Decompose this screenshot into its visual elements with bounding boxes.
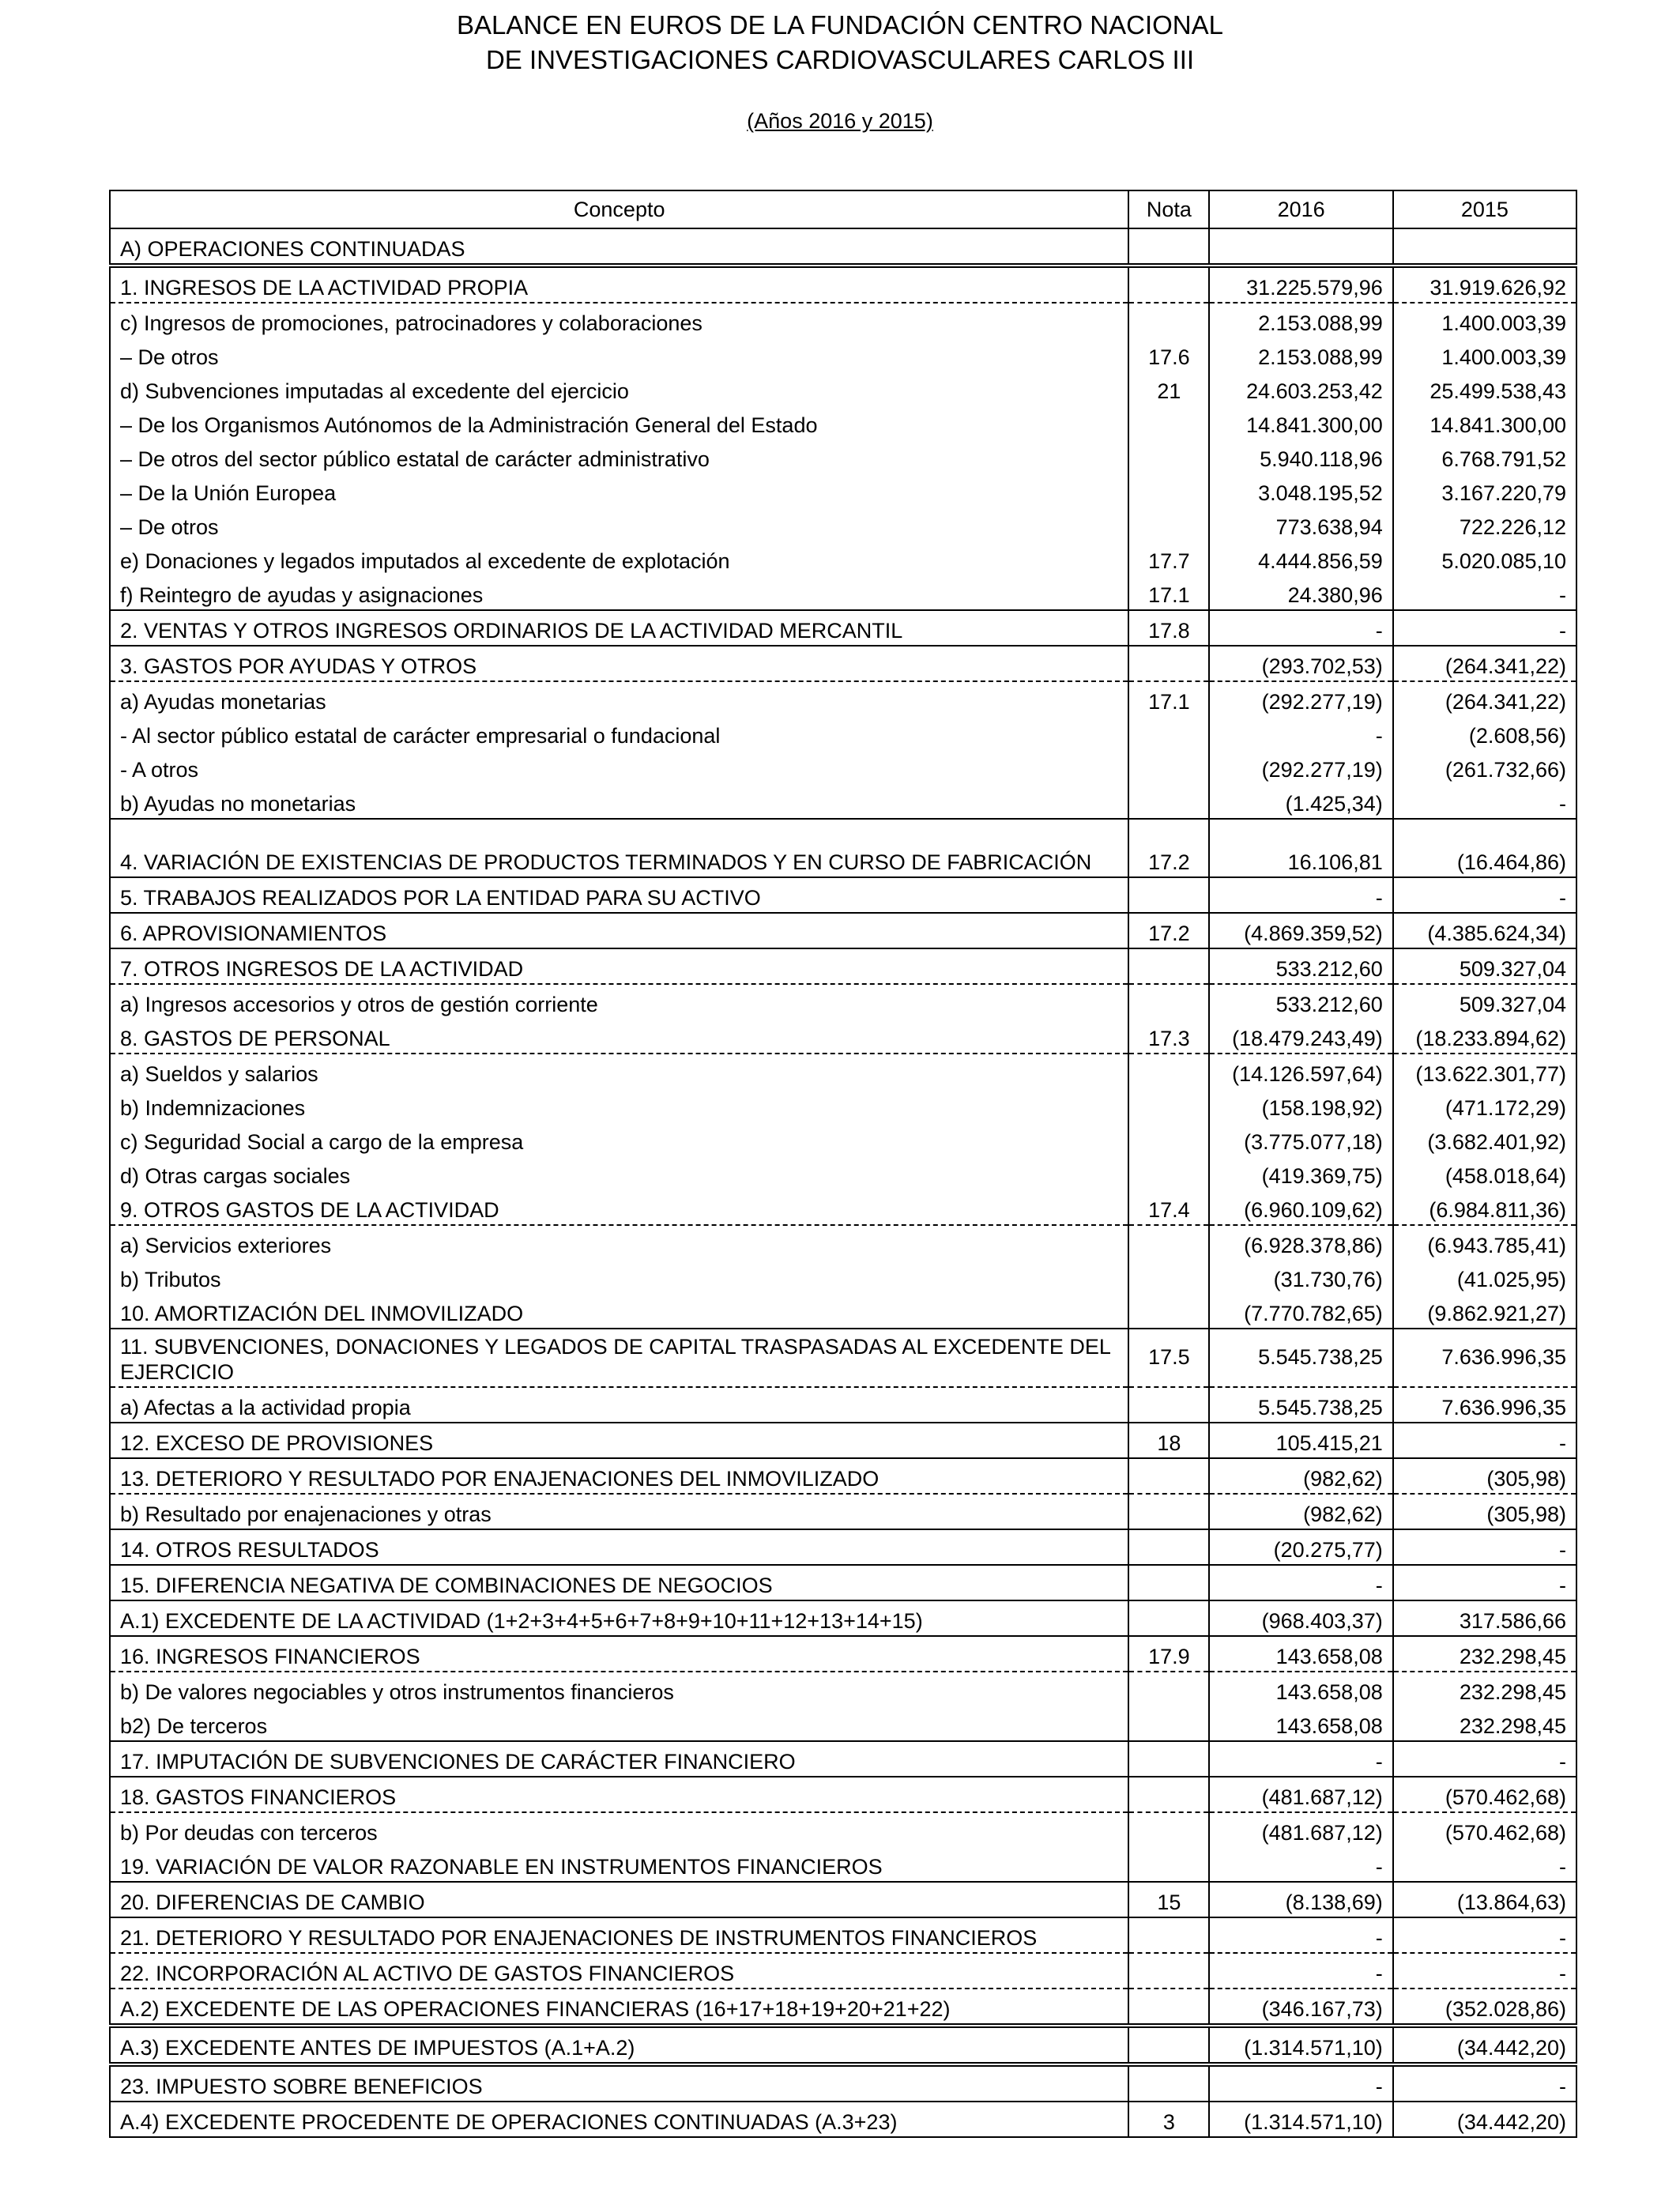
cell-nota: 17.6 bbox=[1128, 337, 1209, 371]
cell-concepto: d) Subvenciones imputadas al excedente del ejercicio bbox=[110, 371, 1128, 405]
cell-2016: (346.167,73) bbox=[1209, 1989, 1392, 2026]
table-row bbox=[110, 1494, 1576, 1529]
cell-nota bbox=[1128, 266, 1209, 303]
cell-nota bbox=[1128, 716, 1209, 750]
cell-2015: (34.442,20) bbox=[1393, 2102, 1576, 2137]
cell-2016: 3.048.195,52 bbox=[1209, 473, 1392, 507]
cell-nota bbox=[1128, 1529, 1209, 1565]
cell-2015: 232.298,45 bbox=[1393, 1636, 1576, 1672]
cell-nota bbox=[1128, 1600, 1209, 1636]
cell-nota bbox=[1128, 303, 1209, 337]
cell-2016: (8.138,69) bbox=[1209, 1882, 1392, 1917]
cell-2015 bbox=[1393, 228, 1576, 266]
column-header-nota: Nota bbox=[1128, 190, 1209, 228]
cell-2015: - bbox=[1393, 1529, 1576, 1565]
cell-2016: (481.687,12) bbox=[1209, 1812, 1392, 1847]
cell-2016: (982,62) bbox=[1209, 1494, 1392, 1529]
cell-concepto: 11. SUBVENCIONES, DONACIONES Y LEGADOS DE CAPITAL TRASPASADAS AL EXCEDENTE DEL EJERCICIO bbox=[110, 1329, 1128, 1387]
cell-nota bbox=[1128, 784, 1209, 819]
title-line-1: BALANCE EN EUROS DE LA FUNDACIÓN CENTRO NACIONAL bbox=[456, 10, 1224, 40]
table-row bbox=[110, 1458, 1576, 1494]
table-row bbox=[110, 337, 1576, 371]
cell-2016 bbox=[1209, 228, 1392, 266]
table-row bbox=[110, 1917, 1576, 1953]
cell-concepto: A) OPERACIONES CONTINUADAS bbox=[110, 228, 1128, 266]
cell-2016: (7.770.782,65) bbox=[1209, 1294, 1392, 1329]
cell-2016: (6.960.109,62) bbox=[1209, 1190, 1392, 1225]
cell-2016: 16.106,81 bbox=[1209, 819, 1392, 877]
cell-concepto: 4. VARIACIÓN DE EXISTENCIAS DE PRODUCTOS TERMINADOS Y EN CURSO DE FABRICACIÓN bbox=[110, 819, 1128, 877]
cell-nota bbox=[1128, 1847, 1209, 1882]
cell-concepto: – De la Unión Europea bbox=[110, 473, 1128, 507]
table-row bbox=[110, 1122, 1576, 1156]
cell-2015: (305,98) bbox=[1393, 1458, 1576, 1494]
cell-2016: 2.153.088,99 bbox=[1209, 303, 1392, 337]
cell-nota bbox=[1128, 1989, 1209, 2026]
cell-concepto: 13. DETERIORO Y RESULTADO POR ENAJENACIONES DEL INMOVILIZADO bbox=[110, 1458, 1128, 1494]
cell-nota bbox=[1128, 1225, 1209, 1260]
table-row bbox=[110, 1088, 1576, 1122]
cell-concepto: b) Por deudas con terceros bbox=[110, 1812, 1128, 1847]
cell-concepto: 15. DIFERENCIA NEGATIVA DE COMBINACIONES DE NEGOCIOS bbox=[110, 1565, 1128, 1600]
table-row bbox=[110, 1054, 1576, 1088]
table-row bbox=[110, 984, 1576, 1019]
cell-2015: - bbox=[1393, 1423, 1576, 1458]
cell-concepto: 1. INGRESOS DE LA ACTIVIDAD PROPIA bbox=[110, 266, 1128, 303]
cell-nota bbox=[1128, 2064, 1209, 2102]
cell-nota bbox=[1128, 1672, 1209, 1706]
cell-2015: - bbox=[1393, 1917, 1576, 1953]
cell-concepto: – De otros del sector público estatal de carácter administrativo bbox=[110, 439, 1128, 473]
cell-concepto: b2) De terceros bbox=[110, 1706, 1128, 1741]
cell-2016: 4.444.856,59 bbox=[1209, 541, 1392, 575]
cell-concepto: 5. TRABAJOS REALIZADOS POR LA ENTIDAD PARA SU ACTIVO bbox=[110, 877, 1128, 913]
cell-nota bbox=[1128, 1812, 1209, 1847]
cell-concepto: - Al sector público estatal de carácter empresarial o fundacional bbox=[110, 716, 1128, 750]
cell-2016: - bbox=[1209, 716, 1392, 750]
cell-concepto: – De otros bbox=[110, 337, 1128, 371]
cell-2015: 232.298,45 bbox=[1393, 1672, 1576, 1706]
cell-nota bbox=[1128, 1917, 1209, 1953]
cell-2015: (6.943.785,41) bbox=[1393, 1225, 1576, 1260]
cell-nota bbox=[1128, 1458, 1209, 1494]
cell-concepto: a) Ingresos accesorios y otros de gestión corriente bbox=[110, 984, 1128, 1019]
cell-2016: (968.403,37) bbox=[1209, 1600, 1392, 1636]
table-row bbox=[110, 913, 1576, 948]
table-header-row bbox=[110, 190, 1576, 228]
cell-2016: (20.275,77) bbox=[1209, 1529, 1392, 1565]
table-row bbox=[110, 877, 1576, 913]
cell-nota: 17.1 bbox=[1128, 575, 1209, 610]
cell-2016: - bbox=[1209, 1741, 1392, 1777]
table-row bbox=[110, 1529, 1576, 1565]
table-row bbox=[110, 1387, 1576, 1423]
cell-2015: 317.586,66 bbox=[1393, 1600, 1576, 1636]
cell-concepto: 7. OTROS INGRESOS DE LA ACTIVIDAD bbox=[110, 948, 1128, 984]
cell-2016: 24.603.253,42 bbox=[1209, 371, 1392, 405]
cell-concepto: a) Ayudas monetarias bbox=[110, 681, 1128, 716]
cell-nota bbox=[1128, 1565, 1209, 1600]
cell-2016: - bbox=[1209, 2064, 1392, 2102]
cell-concepto: c) Seguridad Social a cargo de la empresa bbox=[110, 1122, 1128, 1156]
table-row bbox=[110, 303, 1576, 337]
cell-2016: - bbox=[1209, 877, 1392, 913]
cell-2016: (292.277,19) bbox=[1209, 750, 1392, 784]
cell-nota bbox=[1128, 1777, 1209, 1812]
cell-2015: (352.028,86) bbox=[1393, 1989, 1576, 2026]
table-body bbox=[110, 228, 1576, 2137]
cell-concepto: - A otros bbox=[110, 750, 1128, 784]
cell-nota: 17.5 bbox=[1128, 1329, 1209, 1387]
cell-2015: (264.341,22) bbox=[1393, 646, 1576, 681]
table-row bbox=[110, 1812, 1576, 1847]
cell-2016: (158.198,92) bbox=[1209, 1088, 1392, 1122]
table-row bbox=[110, 1741, 1576, 1777]
cell-2015: (3.682.401,92) bbox=[1393, 1122, 1576, 1156]
table-row bbox=[110, 439, 1576, 473]
cell-concepto: 14. OTROS RESULTADOS bbox=[110, 1529, 1128, 1565]
cell-2015: (34.442,20) bbox=[1393, 2026, 1576, 2064]
table-row bbox=[110, 681, 1576, 716]
cell-nota bbox=[1128, 984, 1209, 1019]
cell-2015: (16.464,86) bbox=[1393, 819, 1576, 877]
cell-2016: 5.545.738,25 bbox=[1209, 1329, 1392, 1387]
cell-2016: (4.869.359,52) bbox=[1209, 913, 1392, 948]
cell-nota bbox=[1128, 948, 1209, 984]
cell-nota: 17.4 bbox=[1128, 1190, 1209, 1225]
cell-2016: (982,62) bbox=[1209, 1458, 1392, 1494]
cell-2016: 5.545.738,25 bbox=[1209, 1387, 1392, 1423]
cell-2016: 143.658,08 bbox=[1209, 1706, 1392, 1741]
subtitle-years: (Años 2016 y 2015) bbox=[747, 109, 933, 133]
cell-concepto: a) Afectas a la actividad propia bbox=[110, 1387, 1128, 1423]
title-line-2: DE INVESTIGACIONES CARDIOVASCULARES CARLOS III bbox=[485, 45, 1195, 74]
table-row bbox=[110, 1989, 1576, 2026]
cell-2015: (570.462,68) bbox=[1393, 1812, 1576, 1847]
cell-2016: (31.730,76) bbox=[1209, 1260, 1392, 1294]
cell-2015: - bbox=[1393, 610, 1576, 646]
cell-nota bbox=[1128, 1706, 1209, 1741]
cell-concepto: a) Sueldos y salarios bbox=[110, 1054, 1128, 1088]
table-row bbox=[110, 750, 1576, 784]
cell-2016: (419.369,75) bbox=[1209, 1156, 1392, 1190]
table-row bbox=[110, 1260, 1576, 1294]
table-row bbox=[110, 610, 1576, 646]
cell-2016: (481.687,12) bbox=[1209, 1777, 1392, 1812]
table-row bbox=[110, 1225, 1576, 1260]
cell-concepto: 23. IMPUESTO SOBRE BENEFICIOS bbox=[110, 2064, 1128, 2102]
table-row bbox=[110, 1636, 1576, 1672]
cell-2016: (18.479.243,49) bbox=[1209, 1019, 1392, 1054]
table-row bbox=[110, 541, 1576, 575]
cell-nota: 17.2 bbox=[1128, 913, 1209, 948]
cell-2016: (14.126.597,64) bbox=[1209, 1054, 1392, 1088]
cell-nota: 17.2 bbox=[1128, 819, 1209, 877]
cell-2015: (570.462,68) bbox=[1393, 1777, 1576, 1812]
cell-concepto: 22. INCORPORACIÓN AL ACTIVO DE GASTOS FINANCIEROS bbox=[110, 1953, 1128, 1989]
cell-nota: 17.1 bbox=[1128, 681, 1209, 716]
cell-concepto: 12. EXCESO DE PROVISIONES bbox=[110, 1423, 1128, 1458]
cell-2015: - bbox=[1393, 784, 1576, 819]
table-row bbox=[110, 1423, 1576, 1458]
cell-nota bbox=[1128, 750, 1209, 784]
cell-2015: (13.864,63) bbox=[1393, 1882, 1576, 1917]
cell-2015: 232.298,45 bbox=[1393, 1706, 1576, 1741]
table-row bbox=[110, 405, 1576, 439]
cell-2015: 14.841.300,00 bbox=[1393, 405, 1576, 439]
cell-2016: 5.940.118,96 bbox=[1209, 439, 1392, 473]
cell-2015: - bbox=[1393, 2064, 1576, 2102]
cell-nota: 18 bbox=[1128, 1423, 1209, 1458]
table-row bbox=[110, 1156, 1576, 1190]
cell-2016: 143.658,08 bbox=[1209, 1636, 1392, 1672]
cell-2015: 509.327,04 bbox=[1393, 984, 1576, 1019]
table-row bbox=[110, 266, 1576, 303]
table-row bbox=[110, 1706, 1576, 1741]
cell-nota: 17.8 bbox=[1128, 610, 1209, 646]
cell-2016: - bbox=[1209, 1917, 1392, 1953]
cell-2016: - bbox=[1209, 1953, 1392, 1989]
cell-2015: (18.233.894,62) bbox=[1393, 1019, 1576, 1054]
cell-nota: 3 bbox=[1128, 2102, 1209, 2137]
cell-2016: 533.212,60 bbox=[1209, 948, 1392, 984]
cell-2016: (6.928.378,86) bbox=[1209, 1225, 1392, 1260]
cell-nota bbox=[1128, 1054, 1209, 1088]
cell-concepto: b) Resultado por enajenaciones y otras bbox=[110, 1494, 1128, 1529]
table-row bbox=[110, 1600, 1576, 1636]
cell-concepto: A.2) EXCEDENTE DE LAS OPERACIONES FINANCIERAS (16+17+18+19+20+21+22) bbox=[110, 1989, 1128, 2026]
cell-concepto: 17. IMPUTACIÓN DE SUBVENCIONES DE CARÁCTER FINANCIERO bbox=[110, 1741, 1128, 1777]
cell-nota bbox=[1128, 1122, 1209, 1156]
cell-concepto: 2. VENTAS Y OTROS INGRESOS ORDINARIOS DE LA ACTIVIDAD MERCANTIL bbox=[110, 610, 1128, 646]
cell-2015: - bbox=[1393, 1565, 1576, 1600]
cell-concepto: d) Otras cargas sociales bbox=[110, 1156, 1128, 1190]
cell-nota bbox=[1128, 1953, 1209, 1989]
cell-2016: (1.425,34) bbox=[1209, 784, 1392, 819]
table-row bbox=[110, 646, 1576, 681]
cell-2016: 105.415,21 bbox=[1209, 1423, 1392, 1458]
cell-2015: - bbox=[1393, 877, 1576, 913]
cell-concepto: 19. VARIACIÓN DE VALOR RAZONABLE EN INSTRUMENTOS FINANCIEROS bbox=[110, 1847, 1128, 1882]
cell-2016: 773.638,94 bbox=[1209, 507, 1392, 541]
table-row bbox=[110, 1847, 1576, 1882]
table-row bbox=[110, 1329, 1576, 1387]
cell-concepto: b) Indemnizaciones bbox=[110, 1088, 1128, 1122]
column-header-2016: 2016 bbox=[1209, 190, 1392, 228]
cell-concepto: 21. DETERIORO Y RESULTADO POR ENAJENACIONES DE INSTRUMENTOS FINANCIEROS bbox=[110, 1917, 1128, 1953]
cell-2016: 24.380,96 bbox=[1209, 575, 1392, 610]
cell-nota bbox=[1128, 1387, 1209, 1423]
cell-concepto: a) Servicios exteriores bbox=[110, 1225, 1128, 1260]
cell-nota bbox=[1128, 1741, 1209, 1777]
cell-2016: (1.314.571,10) bbox=[1209, 2102, 1392, 2137]
cell-nota: 21 bbox=[1128, 371, 1209, 405]
cell-2015: 3.167.220,79 bbox=[1393, 473, 1576, 507]
cell-2016: 533.212,60 bbox=[1209, 984, 1392, 1019]
cell-concepto: A.1) EXCEDENTE DE LA ACTIVIDAD (1+2+3+4+5+6+7+8+9+10+11+12+13+14+15) bbox=[110, 1600, 1128, 1636]
cell-concepto: – De los Organismos Autónomos de la Administración General del Estado bbox=[110, 405, 1128, 439]
cell-concepto: – De otros bbox=[110, 507, 1128, 541]
cell-2015: (458.018,64) bbox=[1393, 1156, 1576, 1190]
cell-2015: (2.608,56) bbox=[1393, 716, 1576, 750]
cell-2015: 5.020.085,10 bbox=[1393, 541, 1576, 575]
cell-2015: (13.622.301,77) bbox=[1393, 1054, 1576, 1088]
cell-2015: 509.327,04 bbox=[1393, 948, 1576, 984]
cell-concepto: b) Ayudas no monetarias bbox=[110, 784, 1128, 819]
cell-2016: 2.153.088,99 bbox=[1209, 337, 1392, 371]
cell-nota bbox=[1128, 2026, 1209, 2064]
cell-concepto: 3. GASTOS POR AYUDAS Y OTROS bbox=[110, 646, 1128, 681]
cell-concepto: 18. GASTOS FINANCIEROS bbox=[110, 1777, 1128, 1812]
cell-nota bbox=[1128, 1260, 1209, 1294]
cell-concepto: e) Donaciones y legados imputados al excedente de explotación bbox=[110, 541, 1128, 575]
cell-concepto: f) Reintegro de ayudas y asignaciones bbox=[110, 575, 1128, 610]
cell-concepto: 9. OTROS GASTOS DE LA ACTIVIDAD bbox=[110, 1190, 1128, 1225]
table-row bbox=[110, 716, 1576, 750]
cell-nota bbox=[1128, 877, 1209, 913]
cell-concepto: 6. APROVISIONAMIENTOS bbox=[110, 913, 1128, 948]
cell-nota: 15 bbox=[1128, 1882, 1209, 1917]
cell-2016: 14.841.300,00 bbox=[1209, 405, 1392, 439]
cell-2015: (305,98) bbox=[1393, 1494, 1576, 1529]
cell-2016: - bbox=[1209, 610, 1392, 646]
balance-table bbox=[109, 190, 1577, 2138]
cell-2016: - bbox=[1209, 1847, 1392, 1882]
cell-concepto: 8. GASTOS DE PERSONAL bbox=[110, 1019, 1128, 1054]
cell-nota bbox=[1128, 1088, 1209, 1122]
cell-nota bbox=[1128, 646, 1209, 681]
cell-nota: 17.7 bbox=[1128, 541, 1209, 575]
cell-2015: 722.226,12 bbox=[1393, 507, 1576, 541]
cell-2015: - bbox=[1393, 1847, 1576, 1882]
table-row bbox=[110, 1672, 1576, 1706]
cell-concepto: A.4) EXCEDENTE PROCEDENTE DE OPERACIONES CONTINUADAS (A.3+23) bbox=[110, 2102, 1128, 2137]
cell-nota bbox=[1128, 439, 1209, 473]
cell-2015: (4.385.624,34) bbox=[1393, 913, 1576, 948]
table-row bbox=[110, 784, 1576, 819]
cell-concepto: 10. AMORTIZACIÓN DEL INMOVILIZADO bbox=[110, 1294, 1128, 1329]
column-header-2015: 2015 bbox=[1393, 190, 1576, 228]
table-row bbox=[110, 1882, 1576, 1917]
cell-nota bbox=[1128, 1294, 1209, 1329]
cell-2015: 7.636.996,35 bbox=[1393, 1329, 1576, 1387]
table-row bbox=[110, 507, 1576, 541]
table-row bbox=[110, 575, 1576, 610]
cell-concepto: 16. INGRESOS FINANCIEROS bbox=[110, 1636, 1128, 1672]
table-row bbox=[110, 819, 1576, 877]
cell-nota: 17.9 bbox=[1128, 1636, 1209, 1672]
cell-2015: - bbox=[1393, 575, 1576, 610]
column-header-concepto: Concepto bbox=[110, 190, 1128, 228]
cell-2015: (6.984.811,36) bbox=[1393, 1190, 1576, 1225]
cell-2015: 7.636.996,35 bbox=[1393, 1387, 1576, 1423]
table-row bbox=[110, 2064, 1576, 2102]
cell-2015: (41.025,95) bbox=[1393, 1260, 1576, 1294]
cell-nota bbox=[1128, 405, 1209, 439]
table-row bbox=[110, 228, 1576, 266]
cell-2016: 143.658,08 bbox=[1209, 1672, 1392, 1706]
cell-concepto: A.3) EXCEDENTE ANTES DE IMPUESTOS (A.1+A.2) bbox=[110, 2026, 1128, 2064]
cell-nota: 17.3 bbox=[1128, 1019, 1209, 1054]
table-row bbox=[110, 1190, 1576, 1225]
cell-2015: 6.768.791,52 bbox=[1393, 439, 1576, 473]
cell-nota bbox=[1128, 473, 1209, 507]
cell-concepto: c) Ingresos de promociones, patrocinadores y colaboraciones bbox=[110, 303, 1128, 337]
table-row bbox=[110, 1565, 1576, 1600]
cell-2015: 1.400.003,39 bbox=[1393, 337, 1576, 371]
table-row bbox=[110, 1777, 1576, 1812]
table-row bbox=[110, 2026, 1576, 2064]
cell-nota bbox=[1128, 1494, 1209, 1529]
cell-2015: (264.341,22) bbox=[1393, 681, 1576, 716]
cell-concepto: 20. DIFERENCIAS DE CAMBIO bbox=[110, 1882, 1128, 1917]
table-row bbox=[110, 2102, 1576, 2137]
cell-nota bbox=[1128, 1156, 1209, 1190]
table-row bbox=[110, 473, 1576, 507]
cell-2015: 31.919.626,92 bbox=[1393, 266, 1576, 303]
cell-2015: (471.172,29) bbox=[1393, 1088, 1576, 1122]
table-row bbox=[110, 1953, 1576, 1989]
table-row bbox=[110, 948, 1576, 984]
cell-concepto: b) De valores negociables y otros instrumentos financieros bbox=[110, 1672, 1128, 1706]
cell-2016: (1.314.571,10) bbox=[1209, 2026, 1392, 2064]
cell-nota bbox=[1128, 507, 1209, 541]
cell-2016: - bbox=[1209, 1565, 1392, 1600]
cell-2016: (292.277,19) bbox=[1209, 681, 1392, 716]
cell-2015: 1.400.003,39 bbox=[1393, 303, 1576, 337]
document-subtitle bbox=[0, 109, 1680, 134]
cell-2015: - bbox=[1393, 1953, 1576, 1989]
cell-2015: (261.732,66) bbox=[1393, 750, 1576, 784]
cell-2015: 25.499.538,43 bbox=[1393, 371, 1576, 405]
cell-nota bbox=[1128, 228, 1209, 266]
cell-2015: - bbox=[1393, 1741, 1576, 1777]
cell-2016: (3.775.077,18) bbox=[1209, 1122, 1392, 1156]
table-row bbox=[110, 1294, 1576, 1329]
table-row bbox=[110, 371, 1576, 405]
document-title bbox=[0, 8, 1680, 77]
cell-2016: (293.702,53) bbox=[1209, 646, 1392, 681]
cell-2015: (9.862.921,27) bbox=[1393, 1294, 1576, 1329]
cell-concepto: b) Tributos bbox=[110, 1260, 1128, 1294]
table-row bbox=[110, 1019, 1576, 1054]
cell-2016: 31.225.579,96 bbox=[1209, 266, 1392, 303]
